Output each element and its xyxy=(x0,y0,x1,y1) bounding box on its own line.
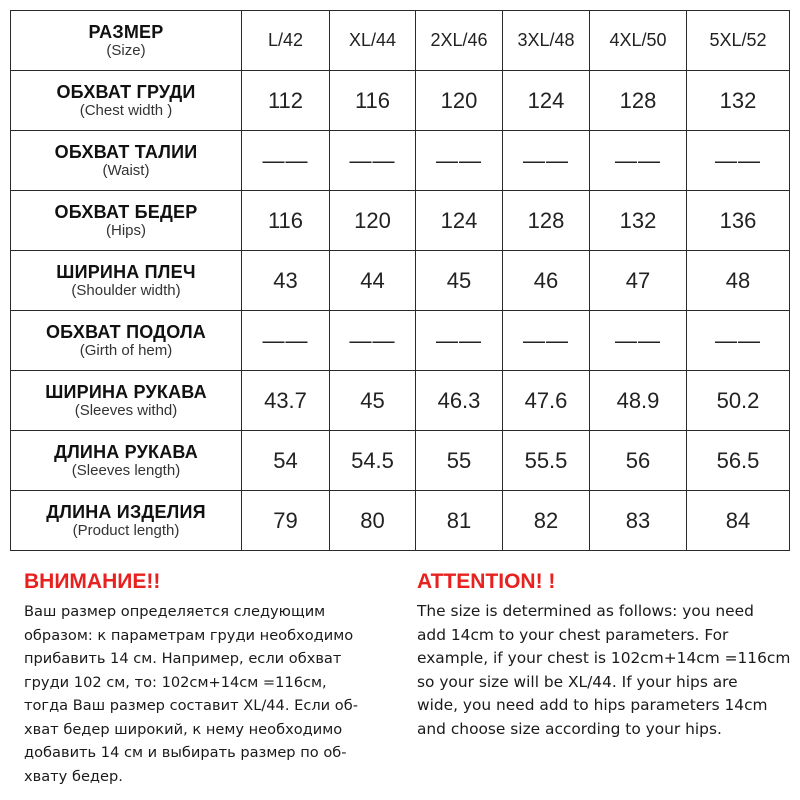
size-header-cell: 4XL/50 xyxy=(590,11,687,71)
measurement-value-cell: —— xyxy=(330,131,416,191)
measurement-value-cell: 132 xyxy=(590,191,687,251)
measurement-value-cell: 47.6 xyxy=(503,371,590,431)
measurement-value-cell: 128 xyxy=(503,191,590,251)
measurement-value-cell: 43.7 xyxy=(242,371,330,431)
measurement-value-cell: 116 xyxy=(242,191,330,251)
size-header-label-ru: РАЗМЕР xyxy=(88,21,164,42)
notice-russian-title: ВНИМАНИЕ!! xyxy=(24,570,161,593)
notice-russian-line: хват бедер широкий, к нему необходимо xyxy=(24,720,343,738)
notice-english-line: so your size will be XL/44. If your hips are xyxy=(417,672,738,691)
measurement-value-cell: 55 xyxy=(416,431,503,491)
measurement-value-cell: 45 xyxy=(416,251,503,311)
measurement-value-cell: 54.5 xyxy=(330,431,416,491)
measurement-label-ru: ОБХВАТ ГРУДИ xyxy=(56,81,196,102)
measurement-label-en: (Sleeves length) xyxy=(71,461,181,479)
measurement-value-cell: 132 xyxy=(687,71,790,131)
notice-english-line: add 14cm to your chest parameters. For xyxy=(417,625,729,644)
measurement-label-cell xyxy=(11,491,242,551)
measurement-value-cell: —— xyxy=(242,131,330,191)
size-table-row xyxy=(11,71,790,131)
size-header-row xyxy=(11,11,790,71)
size-header-cell: 2XL/46 xyxy=(416,11,503,71)
notice-english-title: ATTENTION! ! xyxy=(417,570,556,593)
measurement-value-cell: 56.5 xyxy=(687,431,790,491)
measurement-label-cell xyxy=(11,71,242,131)
notice-russian-line: хвату бедер. xyxy=(24,767,123,785)
measurement-value-cell: 48.9 xyxy=(590,371,687,431)
measurement-value-cell: 124 xyxy=(503,71,590,131)
notice-russian xyxy=(24,568,414,788)
size-table-row xyxy=(11,131,790,191)
measurement-value-cell: 56 xyxy=(590,431,687,491)
size-table-row xyxy=(11,191,790,251)
measurement-value-cell: —— xyxy=(330,311,416,371)
size-table-row xyxy=(11,431,790,491)
measurement-value-cell: 83 xyxy=(590,491,687,551)
measurement-label-ru: ОБХВАТ БЕДЕР xyxy=(54,201,198,222)
measurement-value-cell: 120 xyxy=(330,191,416,251)
measurement-value-cell: 47 xyxy=(590,251,687,311)
measurement-value-cell: —— xyxy=(687,131,790,191)
size-header-cell: L/42 xyxy=(242,11,330,71)
measurement-label-en: (Shoulder width) xyxy=(71,281,181,299)
size-table-row xyxy=(11,311,790,371)
size-header-label-cell xyxy=(11,11,242,71)
measurement-label-cell xyxy=(11,251,242,311)
measurement-label-cell xyxy=(11,431,242,491)
measurement-value-cell: —— xyxy=(503,131,590,191)
measurement-value-cell: 81 xyxy=(416,491,503,551)
measurement-value-cell: 45 xyxy=(330,371,416,431)
measurement-value-cell: 82 xyxy=(503,491,590,551)
measurement-value-cell: 84 xyxy=(687,491,790,551)
measurement-value-cell: 79 xyxy=(242,491,330,551)
size-header-label-en: (Size) xyxy=(106,41,146,59)
notice-english-text xyxy=(417,600,797,741)
size-chart-table xyxy=(10,10,790,551)
measurement-value-cell: —— xyxy=(590,131,687,191)
size-table-row xyxy=(11,371,790,431)
notice-english xyxy=(417,568,797,741)
measurement-value-cell: —— xyxy=(503,311,590,371)
measurement-value-cell: 54 xyxy=(242,431,330,491)
measurement-value-cell: 55.5 xyxy=(503,431,590,491)
size-table-row xyxy=(11,491,790,551)
measurement-label-ru: ДЛИНА ИЗДЕЛИЯ xyxy=(46,501,206,522)
measurement-label-ru: ШИРИНА ПЛЕЧ xyxy=(56,261,196,282)
notice-english-line: The size is determined as follows: you need xyxy=(417,602,754,620)
notice-english-line: and choose size according to your hips. xyxy=(417,719,722,738)
measurement-value-cell: —— xyxy=(242,311,330,371)
measurement-value-cell: 120 xyxy=(416,71,503,131)
measurement-value-cell: 116 xyxy=(330,71,416,131)
measurement-value-cell: 43 xyxy=(242,251,330,311)
size-header-cell: XL/44 xyxy=(330,11,416,71)
measurement-value-cell: 44 xyxy=(330,251,416,311)
measurement-label-cell xyxy=(11,311,242,371)
measurement-value-cell: 112 xyxy=(242,71,330,131)
notice-russian-line: прибавить 14 см. Например, если обхват xyxy=(24,650,342,667)
measurement-value-cell: —— xyxy=(590,311,687,371)
measurement-value-cell: 80 xyxy=(330,491,416,551)
measurement-value-cell: —— xyxy=(416,131,503,191)
measurement-value-cell: 128 xyxy=(590,71,687,131)
measurement-label-ru: ОБХВАТ ПОДОЛА xyxy=(45,321,206,342)
measurement-value-cell: —— xyxy=(416,311,503,371)
measurement-value-cell: 124 xyxy=(416,191,503,251)
measurement-label-en: (Girth of hem) xyxy=(79,341,173,359)
measurement-label-ru: ДЛИНА РУКАВА xyxy=(54,441,198,462)
size-header-cell: 5XL/52 xyxy=(687,11,790,71)
measurement-value-cell: 46.3 xyxy=(416,371,503,431)
measurement-label-en: (Product length) xyxy=(72,521,180,539)
measurement-value-cell: 50.2 xyxy=(687,371,790,431)
measurement-value-cell: —— xyxy=(687,311,790,371)
measurement-label-cell xyxy=(11,371,242,431)
size-table-row xyxy=(11,251,790,311)
notice-russian-text xyxy=(24,600,414,788)
size-header-cell: 3XL/48 xyxy=(503,11,590,71)
notice-english-line: example, if your chest is 102cm+14cm =116cm xyxy=(417,649,791,667)
measurement-label-en: (Waist) xyxy=(102,161,150,179)
notice-english-line: wide, you need add to hips parameters 14cm xyxy=(417,696,768,714)
notice-russian-line: Ваш размер определяется следующим xyxy=(24,603,326,620)
measurement-label-ru: ОБХВАТ ТАЛИИ xyxy=(54,141,198,162)
notice-russian-line: груди 102 см, то: 102см+14см =116см, xyxy=(24,673,327,691)
notice-russian-line: добавить 14 см и выбирать размер по об- xyxy=(24,744,347,761)
measurement-label-en: (Hips) xyxy=(106,221,146,239)
measurement-label-cell xyxy=(11,191,242,251)
measurement-value-cell: 48 xyxy=(687,251,790,311)
measurement-label-en: (Sleeves withd) xyxy=(74,401,178,419)
size-chart-body xyxy=(11,11,790,551)
measurement-label-en: (Chest width ) xyxy=(79,101,173,119)
measurement-label-cell xyxy=(11,131,242,191)
measurement-value-cell: 136 xyxy=(687,191,790,251)
measurement-value-cell: 46 xyxy=(503,251,590,311)
notice-russian-line: тогда Ваш размер составит XL/44. Если об- xyxy=(24,697,359,714)
notice-russian-line: образом: к параметрам груди необходимо xyxy=(24,626,354,644)
measurement-label-ru: ШИРИНА РУКАВА xyxy=(45,381,207,402)
